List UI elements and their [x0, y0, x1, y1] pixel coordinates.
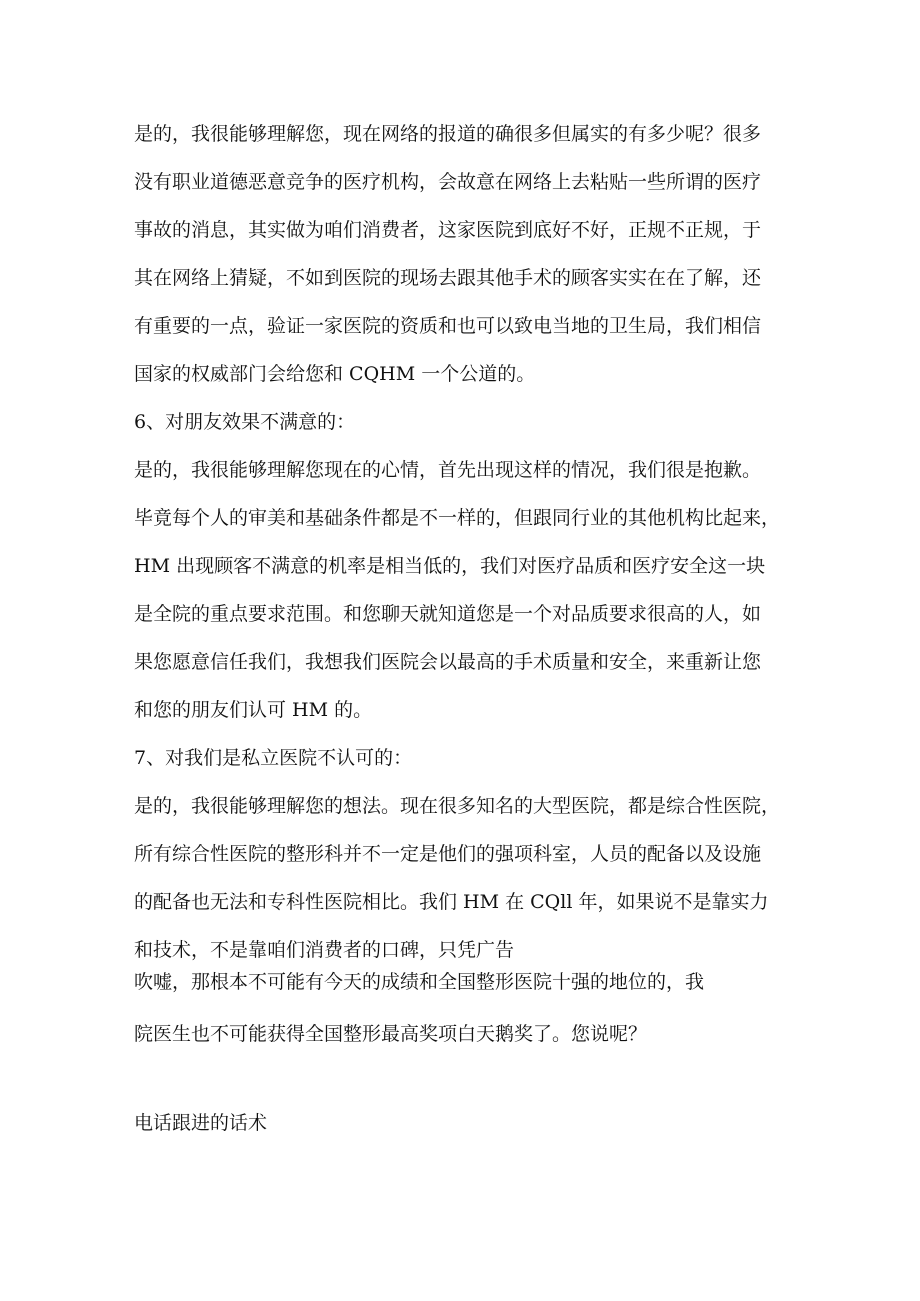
text-line: HM 出现顾客不满意的机率是相当低的，我们对医疗品质和医疗安全这一块 [134, 555, 766, 577]
text-line: 的配备也无法和专科性医院相比。我们 HM 在 CQll 年，如果说不是靠实力 [134, 891, 769, 913]
text-line: 国家的权威部门会给您和 CQHM 一个公道的。 [134, 363, 536, 385]
text-line: 有重要的一点，验证一家医院的资质和也可以致电当地的卫生局，我们相信 [134, 315, 762, 337]
text-line: 吹嘘，那根本不可能有今天的成绩和全国整形医院十强的地位的，我 [134, 971, 705, 993]
text-line: 所有综合性医院的整形科并不一定是他们的强项科室，人员的配备以及设施 [134, 843, 762, 865]
text-line: 事故的消息，其实做为咱们消费者，这家医院到底好不好，正规不正规，于 [134, 219, 762, 241]
text-line: 是的，我很能够理解您，现在网络的报道的确很多但属实的有多少呢？很多 [134, 123, 762, 145]
text-line: 没有职业道德恶意竞争的医疗机构，会故意在网络上去粘贴一些所谓的医疗 [134, 171, 762, 193]
text-line: 果您愿意信任我们，我想我们医院会以最高的手术质量和安全，来重新让您 [134, 651, 762, 673]
text-line: 是的，我很能够理解您现在的心情，首先出现这样的情况，我们很是抱歉。 [134, 459, 762, 481]
section-heading: 6、对朋友效果不满意的： [134, 411, 356, 433]
text-line: 和技术，不是靠咱们消费者的口碑，只凭广告 [134, 939, 515, 961]
text-line: 院医生也不可能获得全国整形最高奖项白天鹅奖了。您说呢？ [134, 1023, 648, 1045]
text-line: 毕竟每个人的审美和基础条件都是不一样的，但跟同行业的其他机构比起来， [134, 507, 781, 529]
text-line: 和您的朋友们认可 HM 的。 [134, 699, 373, 721]
section-heading: 电话跟进的话术 [134, 1112, 268, 1134]
text-line: 其在网络上猜疑，不如到医院的现场去跟其他手术的顾客实实在在了解，还 [134, 267, 762, 289]
text-line: 是全院的重点要求范围。和您聊天就知道您是一个对品质要求很高的人，如 [134, 603, 762, 625]
text-line: 是的，我很能够理解您的想法。现在很多知名的大型医院，都是综合性医院， [134, 795, 781, 817]
section-heading: 7、对我们是私立医院不认可的： [134, 747, 413, 769]
